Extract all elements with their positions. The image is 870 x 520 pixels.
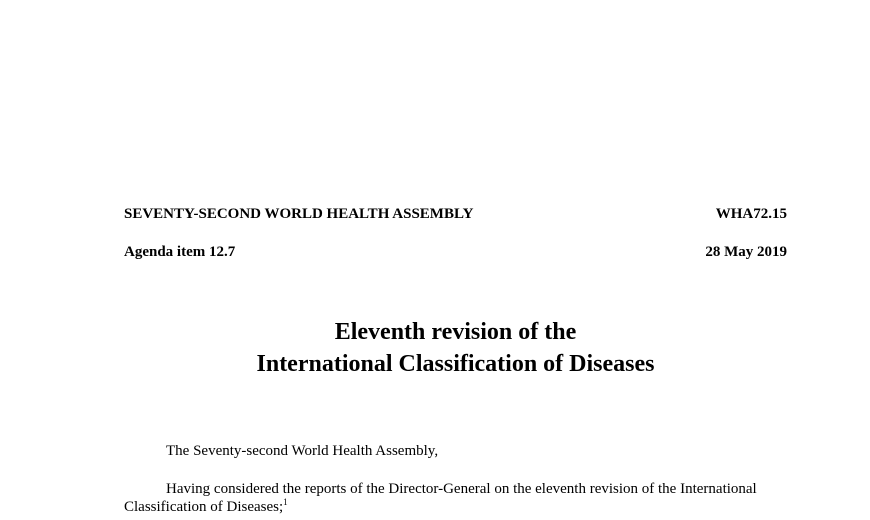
considering-line-2-text: Classification of Diseases; (124, 499, 284, 515)
title-line-1: Eleventh revision of the (334, 319, 577, 345)
preamble-text: The Seventy-second World Health Assembly, (166, 443, 439, 459)
title-line-2: International Classification of Diseases (256, 351, 655, 377)
resolution-number: WHA72.15 (715, 206, 787, 222)
assembly-name: SEVENTY-SECOND WORLD HEALTH ASSEMBLY (124, 206, 474, 222)
footnote-reference[interactable]: 1 (283, 497, 288, 507)
agenda-item: Agenda item 12.7 (124, 244, 236, 260)
document-title (124, 316, 787, 380)
considering-paragraph (124, 480, 787, 516)
considering-line-2 (124, 498, 787, 516)
header-row-assembly (124, 205, 787, 223)
header-row-agenda (124, 243, 787, 261)
preamble-paragraph (124, 442, 787, 460)
resolution-date: 28 May 2019 (705, 244, 787, 260)
considering-line-1: Having considered the reports of the Director-General on the eleventh revision of the International (166, 481, 757, 497)
